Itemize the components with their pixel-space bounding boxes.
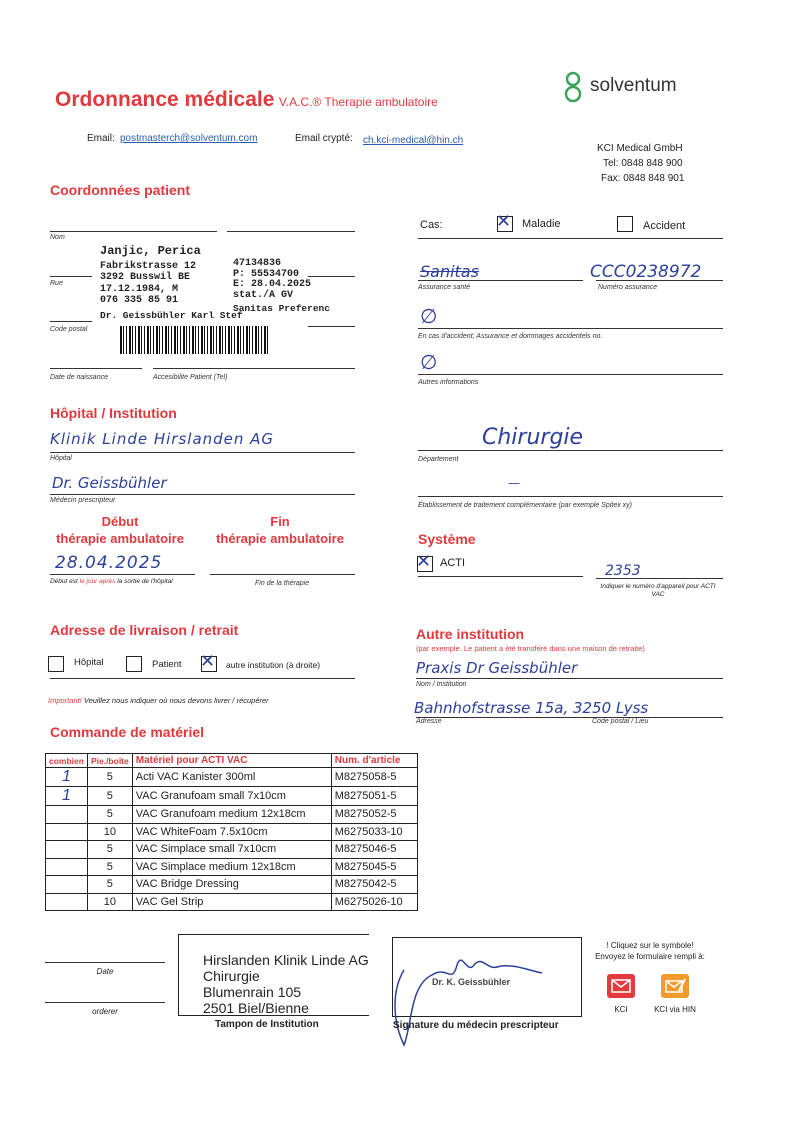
company-name: KCI Medical GmbH <box>597 143 683 154</box>
row-qty[interactable] <box>46 823 88 841</box>
sticker-phone: 076 335 85 91 <box>100 295 179 306</box>
row-qty[interactable]: 1 <box>46 768 88 787</box>
etablissement-value[interactable]: — <box>508 476 520 490</box>
row-article: M8275046-5 <box>331 841 417 859</box>
title-text: Ordonnance médicale <box>55 88 275 111</box>
sticker-street: Fabrikstrasse 12 <box>100 260 197 272</box>
patient-sticker-right <box>233 259 330 315</box>
hopital-label: Hôpital <box>50 455 72 462</box>
numero-assurance-label: Numéro assurance <box>598 284 658 291</box>
device-number-value[interactable]: 2353 <box>605 563 641 579</box>
other-institution-address-label: Adresse <box>416 718 442 725</box>
row-per-box: 5 <box>87 768 132 787</box>
envelope-pen-icon <box>661 974 689 998</box>
row-material: Acti VAC Kanister 300ml <box>132 768 331 787</box>
stamp-line-1: Hirslanden Klinik Linde AG <box>203 952 369 968</box>
other-institution-note: (par exemple. Le patient a été transféré dans une maison de retraite) <box>416 644 645 653</box>
stamp-line-3: Blumenrain 105 <box>203 984 302 1000</box>
table-row <box>46 841 418 859</box>
row-article: M8275045-5 <box>331 858 417 876</box>
other-institution-name-label: Nom / Institution <box>416 681 467 688</box>
section-system-title: Système <box>418 531 476 547</box>
date-label: Date <box>96 967 114 976</box>
departement-label: Département <box>418 456 459 463</box>
autres-info-label: Autres informations <box>418 379 479 386</box>
stamp-label: Tampon de Institution <box>215 1019 319 1030</box>
label-rue: Rue <box>50 280 63 287</box>
row-article: M8275042-5 <box>331 876 417 894</box>
section-patient-title: Coordonnées patient <box>50 182 191 198</box>
fin-sub: thérapie ambulatoire <box>216 531 344 546</box>
fin-heading <box>210 513 350 547</box>
maladie-checkbox[interactable] <box>497 216 513 232</box>
table-row <box>46 876 418 894</box>
debut-note-suffix: la sortie de l'hôpital <box>115 578 173 585</box>
email-crypt-label: Email crypté: <box>295 133 353 144</box>
row-qty[interactable] <box>46 858 88 876</box>
delivery-patient-label: Patient <box>152 659 182 670</box>
fin-title: Fin <box>270 514 290 529</box>
click-note <box>590 940 710 962</box>
company-block <box>597 141 684 186</box>
sticker-name: Janjic, Perica <box>100 244 201 258</box>
signature-stamp: Dr. K. Geissbühler <box>432 977 511 987</box>
label-code-postal: Code postal <box>50 326 88 333</box>
row-material: VAC Granufoam medium 12x18cm <box>132 806 331 824</box>
row-qty[interactable] <box>46 893 88 911</box>
row-article: M6275026-10 <box>331 893 417 911</box>
section-hospital-title: Hôpital / Institution <box>50 405 177 421</box>
table-row <box>46 823 418 841</box>
row-qty[interactable] <box>46 876 88 894</box>
debut-heading <box>50 513 190 547</box>
stamp-line-4: 2501 Biel/Bienne <box>203 1000 309 1016</box>
acti-label: ACTI <box>440 557 466 569</box>
row-material: VAC WhiteFoam 7.5x10cm <box>132 823 331 841</box>
envelope-icon <box>607 974 635 998</box>
delivery-hopital-label: Hôpital <box>74 657 104 668</box>
row-qty[interactable] <box>46 841 88 859</box>
section-delivery-title: Adresse de livraison / retrait <box>50 622 239 638</box>
autres-info-value[interactable]: ∅ <box>420 350 438 374</box>
section-other-institution-title: Autre institution <box>416 626 525 642</box>
email-label: Email: <box>87 133 115 144</box>
debut-title: Début <box>101 514 139 529</box>
header-per-box: Pie./boîte <box>87 754 132 768</box>
row-per-box: 5 <box>87 858 132 876</box>
delivery-patient-checkbox[interactable] <box>126 656 142 672</box>
click-note-2: Envoyez le formulaire rempli à: <box>595 952 705 961</box>
row-per-box: 5 <box>87 806 132 824</box>
order-table <box>45 753 418 911</box>
row-article: M8275052-5 <box>331 806 417 824</box>
row-per-box: 5 <box>87 787 132 806</box>
accident-checkbox[interactable] <box>617 216 633 232</box>
row-per-box: 10 <box>87 893 132 911</box>
device-number-note: Indiquer le numéro d'appareil pour ACTI VAC <box>600 583 716 598</box>
row-material: VAC Simplace medium 12x18cm <box>132 858 331 876</box>
company-fax: Fax: 0848 848 901 <box>601 173 685 184</box>
row-per-box: 5 <box>87 876 132 894</box>
sticker-stat: stat./A GV <box>233 289 294 301</box>
debut-note-prefix: Début est <box>50 578 80 585</box>
table-row <box>46 893 418 911</box>
signature-scribble-icon <box>392 945 582 1050</box>
row-material: VAC Granufoam small 7x10cm <box>132 787 331 806</box>
debut-note-red: le jour après <box>79 578 116 585</box>
orderer-label: orderer <box>92 1007 118 1016</box>
assurance-label: Assurance santé <box>418 284 471 291</box>
etablissement-label: Établissement de traitement complémentaire (par exemple Spitex xy) <box>418 502 632 509</box>
accident-info-value[interactable]: ∅ <box>420 304 438 328</box>
sticker-dob: 17.12.1984, M <box>100 283 179 295</box>
sticker-e: E: 28.04.2025 <box>233 279 312 290</box>
header-qty: combien <box>46 754 88 768</box>
row-material: VAC Bridge Dressing <box>132 876 331 894</box>
header-material: Matériel pour ACTI VAC <box>132 754 331 768</box>
icon-kci-label: KCI <box>614 1005 628 1014</box>
table-row <box>46 806 418 824</box>
solventum-logo-icon <box>560 70 586 104</box>
sticker-city: 3292 Busswil BE <box>100 272 191 283</box>
hopital-value[interactable]: Klinik Linde Hirslanden AG <box>50 430 275 448</box>
sticker-doctor: Dr. Geissbühler Karl Stef <box>100 309 243 321</box>
section-order-title: Commande de matériel <box>50 724 205 740</box>
row-qty[interactable]: 1 <box>46 787 88 806</box>
sticker-id: 47134836 <box>233 258 282 269</box>
assurance-value[interactable]: Sanitas <box>420 262 479 281</box>
row-material: VAC Simplace small 7x10cm <box>132 841 331 859</box>
row-qty[interactable] <box>46 806 88 824</box>
icon-hin-label: KCI via HIN <box>654 1005 696 1014</box>
form-title <box>55 88 438 112</box>
cas-label: Cas: <box>420 219 443 231</box>
label-nom: Nom <box>50 234 65 241</box>
sticker-p: P: 55534700 <box>233 268 300 280</box>
row-article: M6275033-10 <box>331 823 417 841</box>
row-per-box: 5 <box>87 841 132 859</box>
order-table-header <box>46 754 418 768</box>
label-naissance: Date de naissance <box>50 374 108 381</box>
brand-name: solventum <box>590 75 677 96</box>
numero-assurance-value[interactable]: CCC0238972 <box>590 262 702 282</box>
institution-stamp <box>203 952 369 1016</box>
company-tel: Tel: 0848 848 900 <box>603 158 683 169</box>
accident-info-label: En cas d'accident; Assurance et dommages accidentels no. <box>418 333 603 340</box>
label-accessibilite: Accesibilite Patient (Tel) <box>153 374 228 381</box>
sticker-barcode <box>120 326 270 354</box>
row-article: M8275051-5 <box>331 787 417 806</box>
table-row <box>46 858 418 876</box>
row-per-box: 10 <box>87 823 132 841</box>
important-red: Important! <box>48 696 82 705</box>
subtitle-text: V.A.C.® Therapie ambulatoire <box>278 95 438 109</box>
medecin-value[interactable]: Dr. Geissbühler <box>52 474 167 492</box>
debut-note <box>50 578 173 585</box>
important-text: Veuillez nous indiquer où nous devons livrer / récupérer <box>81 696 269 705</box>
fin-label: Fin de la thérapie <box>255 580 310 587</box>
click-note-1: ! Cliquez sur le symbole! <box>606 941 694 950</box>
acti-checkbox[interactable] <box>417 556 433 572</box>
important-note <box>48 696 269 705</box>
sticker-insurer: Sanitas Preferenc <box>233 303 330 314</box>
email-link[interactable]: postmasterch@solventum.com <box>120 133 258 144</box>
stamp-line-2: Chirurgie <box>203 968 260 984</box>
other-institution-name-value[interactable]: Praxis Dr Geissbühler <box>416 659 578 677</box>
delivery-autre-checkbox[interactable] <box>201 656 217 672</box>
delivery-hopital-checkbox[interactable] <box>48 656 64 672</box>
other-institution-address-value[interactable]: Bahnhofstrasse 15a, 3250 Lyss <box>414 699 649 717</box>
row-material: VAC Gel Strip <box>132 893 331 911</box>
debut-sub: thérapie ambulatoire <box>56 531 184 546</box>
other-institution-code-label: Code postal / Lieu <box>592 718 649 725</box>
send-kci-icon[interactable] <box>607 974 635 998</box>
delivery-autre-label: autre institution (à droite) <box>226 660 321 670</box>
signature-label: Signature du médecin prescripteur <box>393 1020 559 1031</box>
email-crypt-link[interactable]: ch.kci-medical@hin.ch <box>363 135 464 146</box>
debut-value[interactable]: 28.04.2025 <box>55 553 163 573</box>
accident-label: Accident <box>643 220 686 232</box>
maladie-label: Maladie <box>522 218 561 230</box>
header-article: Num. d'article <box>331 754 417 768</box>
table-row <box>46 787 418 806</box>
medecin-label: Médecin prescripteur <box>50 497 116 504</box>
departement-value[interactable]: Chirurgie <box>482 425 584 450</box>
solventum-logo <box>560 70 677 109</box>
send-kci-hin-icon[interactable] <box>661 974 689 998</box>
patient-sticker-left <box>100 246 243 321</box>
table-row <box>46 768 418 787</box>
row-article: M8275058-5 <box>331 768 417 787</box>
